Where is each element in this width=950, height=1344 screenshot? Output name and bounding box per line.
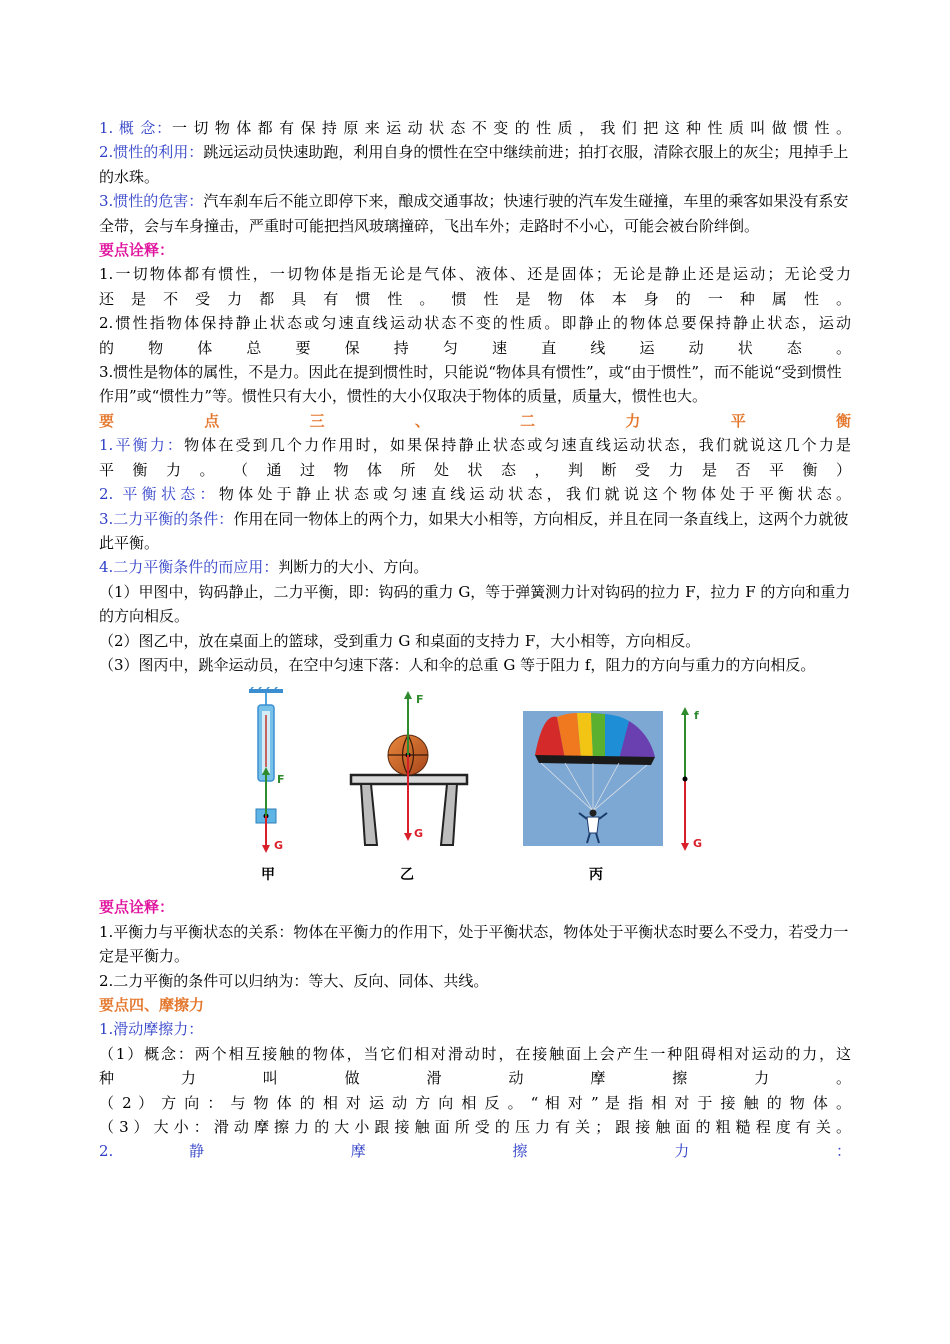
sliding-concept-line-1: （1）概念：两个相互接触的物体，当它们相对滑动时，在接触面上会产生一种阻碍相对运动的力，这 xyxy=(99,1044,851,1063)
notes2-paragraph-2: 2.二力平衡的条件可以归纳为：等大、反向、同体、共线。 xyxy=(99,971,489,990)
balance-state-paragraph xyxy=(99,482,851,506)
section4-heading: 要点四、摩擦力 xyxy=(99,995,205,1014)
example-1: （1）甲图中，钩码静止，二力平衡，即：钩码的重力 G，等于弹簧测力计对钩码的拉力 F，拉力 F 的方向和重力的方向相反。 xyxy=(99,582,851,626)
notes-heading-1: 要点诠释： xyxy=(99,241,175,260)
note3-paragraph: 3.惯性是物体的属性，不是力。因此在提到惯性时，只能说“物体具有惯性”，或“由于惯性”，而不能说“受到惯性作用”或“惯性力”等。惯性只有大小，惯性的大小仅取决于物体的质量，质量大，惯性也大。 xyxy=(99,363,842,406)
balance-force-line-2: 平 衡 力 。 （ 通 过 物 体 所 处 状 态 ， 判 断 受 力 是 否 平 衡 ） xyxy=(99,460,851,479)
diagram-c-parachute-photo xyxy=(523,711,663,846)
note2-line-1: 2.惯性指物体保持静止状态或匀速直线运动状态不变的性质。即静止的物体总要保持静止状态，运动 xyxy=(99,314,851,333)
balance-application-label: 4.二力平衡条件的而应用： xyxy=(99,558,279,577)
balance-condition-label: 3.二力平衡的条件： xyxy=(99,509,234,528)
balance-condition-paragraph xyxy=(99,507,851,556)
diagram-b-label-F: F xyxy=(416,693,424,707)
concept-text: 一 切 物 体 都 有 保 持 原 来 运 动 状 态 不 变 的 性 质 ， 我 们 把 这 种 性 质 叫 做 惯 性 。 xyxy=(171,119,851,137)
balance-force-line-1 xyxy=(99,433,851,457)
note2-line-2: 的 物 体 总 要 保 持 匀 速 直 线 运 动 状 态 。 xyxy=(99,338,851,357)
sliding-friction-heading: 1.滑动摩擦力： xyxy=(99,1020,204,1039)
inertia-harm-label: 3.惯性的危害： xyxy=(99,192,204,211)
balance-state-text: 物体处于静止状态或匀速直线运动状态，我们就说这个物体处于平衡状态。 xyxy=(218,485,851,504)
example-2: （2）图乙中，放在桌面上的篮球，受到重力 G 和桌面的支持力 F，大小相等，方向相反。 xyxy=(99,631,701,650)
balance-condition-text: 作用在同一物体上的两个力，如果大小相等，方向相反，并且在同一条直线上，这两个力就彼此平衡。 xyxy=(99,509,849,552)
notes2-paragraph-1: 1.平衡力与平衡状态的关系：物体在平衡力的作用下，处于平衡状态，物体处于平衡状态时要么不受力，若受力一定是平衡力。 xyxy=(99,922,849,966)
diagram-c-label-G: G xyxy=(693,837,703,851)
concept-paragraph xyxy=(99,116,851,140)
sliding-concept-line-2: 种 力 叫 做 滑 动 摩 擦 力 。 xyxy=(99,1069,851,1088)
caption-b: 乙 xyxy=(400,867,414,884)
force-diagrams-svg xyxy=(99,687,851,893)
inertia-use-label: 2.惯性的利用： xyxy=(99,143,204,162)
balance-force-label: 1.平衡力： xyxy=(99,436,185,455)
inertia-use-text: 跳远运动员快速助跑，利用自身的惯性在空中继续前进；拍打衣服，清除衣服上的灰尘；甩掉手上的水珠。 xyxy=(99,143,849,186)
inertia-harm-paragraph xyxy=(99,189,851,238)
balance-application-text: 判断力的大小、方向。 xyxy=(278,558,429,577)
note1-line-2: 还 是 不 受 力 都 具 有 惯 性 。 惯 性 是 物 体 本 身 的 一 种 属 性 。 xyxy=(99,289,851,308)
force-diagrams-figure xyxy=(99,687,851,893)
caption-a: 甲 xyxy=(261,867,275,884)
example-3: （3）图丙中，跳伞运动员，在空中匀速下落：人和伞的总重 G 等于阻力 f，阻力的方向与重力的方向相反。 xyxy=(99,655,816,674)
sliding-magnitude-line: （ 3 ） 大 小 ： 滑 动 摩 擦 力 的 大 小 跟 接 触 面 所 受 的 压 力 有 关 ； 跟 接 触 面 的 粗 糙 程 度 有 关 。 xyxy=(99,1118,851,1136)
balance-state-label: 2. 平衡状态： xyxy=(99,485,219,504)
caption-c: 丙 xyxy=(589,867,603,884)
sliding-direction-line: （ 2 ） 方 向 ： 与 物 体 的 相 对 运 动 方 向 相 反 。 “ 相 对 ” 是 指 相 对 于 接 触 的 物 体 。 xyxy=(99,1093,851,1112)
concept-label: 1. 概 念： xyxy=(99,119,172,137)
inertia-harm-text: 汽车刹车后不能立即停下来，酿成交通事故；快速行驶的汽车发生碰撞，车里的乘客如果没有系安全带，会与车身撞击，严重时可能把挡风玻璃撞碎，飞出车外；走路时不小心，可能会被台阶绊倒。 xyxy=(99,192,849,235)
balance-application-paragraph xyxy=(99,555,851,579)
diagram-a-label-G: G xyxy=(274,839,284,853)
section3-heading: 要 点 三 、 二 力 平 衡 xyxy=(99,411,851,430)
document-body xyxy=(99,116,851,1164)
inertia-use-paragraph xyxy=(99,140,851,189)
balance-force-text: 物体在受到几个力作用时，如果保持静止状态或匀速直线运动状态，我们就说这几个力是 xyxy=(184,436,851,455)
diagram-c-label-f: f xyxy=(694,709,699,723)
note1-line-1: 1.一切物体都有惯性，一切物体是指无论是气体、液体、还是固体；无论是静止还是运动；无论受力 xyxy=(99,265,851,284)
diagram-b-label-G: G xyxy=(414,827,424,841)
notes-heading-2: 要点诠释： xyxy=(99,898,175,917)
static-friction-heading: 2. 静 摩 擦 力 ： xyxy=(99,1142,851,1161)
diagram-a-label-F: F xyxy=(277,773,285,787)
diagram-c-center-point xyxy=(683,777,688,782)
